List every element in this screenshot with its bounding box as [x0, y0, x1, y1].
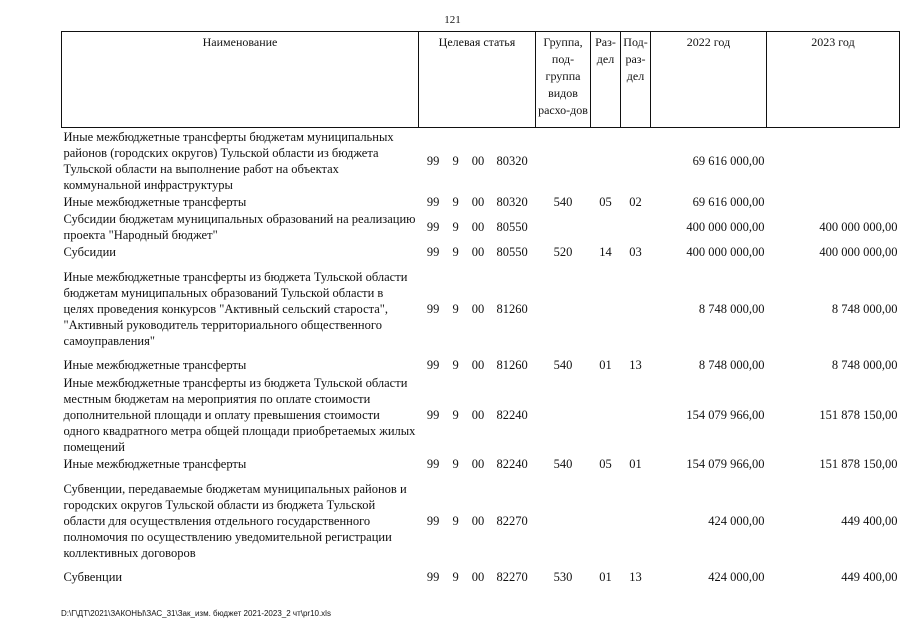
row-subsection: 03: [629, 245, 642, 259]
row-amount-2023: [767, 194, 900, 211]
code-direction: 82270: [496, 570, 528, 584]
row-section: 01: [599, 570, 612, 584]
code-event: 00: [471, 513, 485, 528]
row-amount-2023: 151 878 150,00: [819, 407, 898, 422]
row-section: [591, 128, 621, 194]
row-amount-2022: 69 616 000,00: [692, 195, 765, 209]
code-program: 99: [426, 513, 440, 528]
row-group: [536, 374, 591, 456]
row-subsection: [621, 261, 651, 357]
code-subprogram: 9: [452, 457, 459, 471]
code-program: 99: [426, 220, 440, 234]
row-group: [536, 211, 591, 244]
row-name: Субвенции, передаваемые бюджетам муниципальных районов и городских округов Тульской области из бюджета Тульской области для осуществления отдельного государственного полномочия по осуществлению уведомительной регистрации коллективных договоров: [63, 481, 407, 560]
row-group: [536, 261, 591, 357]
row-subsection: [621, 473, 651, 569]
code-direction: 81260: [496, 301, 528, 316]
code-subprogram: 9: [452, 513, 459, 528]
code-direction: 82270: [496, 513, 528, 528]
code-direction: 82240: [496, 407, 528, 422]
row-section: 01: [599, 358, 612, 372]
table-row: [62, 128, 900, 194]
row-amount-2023: [767, 128, 900, 194]
row-section: [591, 374, 621, 456]
code-program: 99: [426, 570, 440, 584]
row-group: [536, 128, 591, 194]
file-path-footer: D:\Г\ДТ\2021\ЗАКОНЫ\ЗАС_31\Зак_изм. бюджет 2021-2023_2 чт\pr10.xls: [61, 609, 331, 618]
header-2023: 2023 год: [767, 32, 900, 128]
row-group: 540: [553, 195, 573, 209]
row-group: [536, 473, 591, 569]
code-direction: 82240: [496, 457, 528, 471]
row-amount-2023: 400 000 000,00: [819, 220, 898, 234]
row-amount-2022: 400 000 000,00: [686, 220, 765, 234]
row-amount-2023: 449 400,00: [841, 570, 898, 584]
page-number: 121: [444, 14, 461, 26]
row-subsection: 02: [629, 195, 642, 209]
row-section: 14: [599, 245, 612, 259]
code-event: 00: [471, 245, 485, 259]
table-row: [62, 473, 900, 569]
row-target-code: [419, 473, 536, 569]
code-direction: 80320: [496, 195, 528, 209]
header-2022: 2022 год: [651, 32, 767, 128]
row-section: [591, 473, 621, 569]
code-subprogram: 9: [452, 220, 459, 234]
row-section: [591, 211, 621, 244]
row-target-code: [419, 261, 536, 357]
header-group: Группа, под-группа видов расхо-дов: [536, 32, 591, 128]
row-target-code: [419, 128, 536, 194]
code-event: 00: [471, 570, 485, 584]
row-name: Иные межбюджетные трансферты: [63, 358, 247, 372]
table-row: [62, 456, 900, 473]
code-program: 99: [426, 301, 440, 316]
code-event: 00: [471, 301, 485, 316]
code-subprogram: 9: [452, 195, 459, 209]
row-amount-2023: 449 400,00: [841, 513, 898, 528]
table-row: [62, 261, 900, 357]
row-section: 05: [599, 195, 612, 209]
code-program: 99: [426, 195, 440, 209]
code-program: 99: [426, 358, 440, 372]
code-subprogram: 9: [452, 301, 459, 316]
table-row: [62, 211, 900, 244]
code-program: 99: [426, 245, 440, 259]
row-target-code: [419, 374, 536, 456]
budget-table: [61, 31, 900, 586]
row-amount-2022: 69 616 000,00: [692, 153, 765, 168]
code-direction: 80550: [496, 220, 528, 234]
table-row: [62, 244, 900, 261]
row-amount-2022: 154 079 966,00: [686, 457, 765, 471]
row-target-code: [419, 456, 536, 473]
row-name: Субвенции: [63, 570, 123, 584]
row-subsection: 13: [629, 570, 642, 584]
row-subsection: 13: [629, 358, 642, 372]
table-row: [62, 357, 900, 374]
row-amount-2023: 400 000 000,00: [819, 245, 898, 259]
row-subsection: [621, 128, 651, 194]
code-program: 99: [426, 153, 440, 168]
code-subprogram: 9: [452, 407, 459, 422]
header-name: Наименование: [62, 32, 419, 128]
code-program: 99: [426, 457, 440, 471]
row-name: Субсидии бюджетам муниципальных образований на реализацию проекта "Народный бюджет": [63, 212, 416, 242]
row-name: Иные межбюджетные трансферты из бюджета Тульской области местным бюджетам на мероприятия по оплате стоимости дополнительной площади и оплату превышения стоимости одного квадратного метра общей площади приобретаемых жилых помещений: [63, 375, 416, 454]
code-subprogram: 9: [452, 570, 459, 584]
row-subsection: [621, 211, 651, 244]
code-direction: 80550: [496, 245, 528, 259]
header-subsection: Под-раз-дел: [621, 32, 651, 128]
row-subsection: [621, 374, 651, 456]
row-amount-2022: 424 000,00: [708, 513, 765, 528]
row-amount-2022: 8 748 000,00: [698, 301, 765, 316]
code-event: 00: [471, 195, 485, 209]
row-group: 520: [553, 245, 573, 259]
row-name: Иные межбюджетные трансферты: [63, 195, 247, 209]
row-name: Иные межбюджетные трансферты бюджетам муниципальных районов (городских округов) Тульской области из бюджета Тульской области на выполнение работ на объектах коммунальной инфраструктуры: [63, 129, 394, 192]
row-group: 540: [553, 358, 573, 372]
row-name: Иные межбюджетные трансферты из бюджета Тульской области бюджетам муниципальных образований Тульской области в целях проведения конкурсов "Активный сельский староста", "Активный руководитель территориального общественного самоуправления": [63, 269, 408, 348]
code-event: 00: [471, 407, 485, 422]
code-event: 00: [471, 457, 485, 471]
table-row: [62, 374, 900, 456]
row-amount-2022: 424 000,00: [708, 570, 765, 584]
code-event: 00: [471, 153, 485, 168]
table-row: [62, 194, 900, 211]
row-name: Иные межбюджетные трансферты: [63, 457, 247, 471]
code-subprogram: 9: [452, 153, 459, 168]
row-amount-2023: 8 748 000,00: [831, 301, 898, 316]
row-target-code: [419, 357, 536, 374]
row-amount-2022: 400 000 000,00: [686, 245, 765, 259]
row-group: 530: [553, 570, 573, 584]
code-program: 99: [426, 407, 440, 422]
row-section: 05: [599, 457, 612, 471]
code-direction: 80320: [496, 153, 528, 168]
code-subprogram: 9: [452, 358, 459, 372]
header-section: Раз-дел: [591, 32, 621, 128]
code-direction: 81260: [496, 358, 528, 372]
row-target-code: [419, 211, 536, 244]
row-amount-2023: 8 748 000,00: [831, 358, 898, 372]
row-group: 540: [553, 457, 573, 471]
row-section: [591, 261, 621, 357]
table-row: [62, 569, 900, 586]
header-target: Целевая статья: [419, 32, 536, 128]
row-subsection: 01: [629, 457, 642, 471]
row-amount-2022: 8 748 000,00: [698, 358, 765, 372]
row-target-code: [419, 569, 536, 586]
row-target-code: [419, 194, 536, 211]
code-event: 00: [471, 358, 485, 372]
row-name: Субсидии: [63, 245, 116, 259]
code-subprogram: 9: [452, 245, 459, 259]
row-amount-2023: 151 878 150,00: [819, 457, 898, 471]
row-target-code: [419, 244, 536, 261]
row-amount-2022: 154 079 966,00: [686, 407, 765, 422]
code-event: 00: [471, 220, 485, 234]
